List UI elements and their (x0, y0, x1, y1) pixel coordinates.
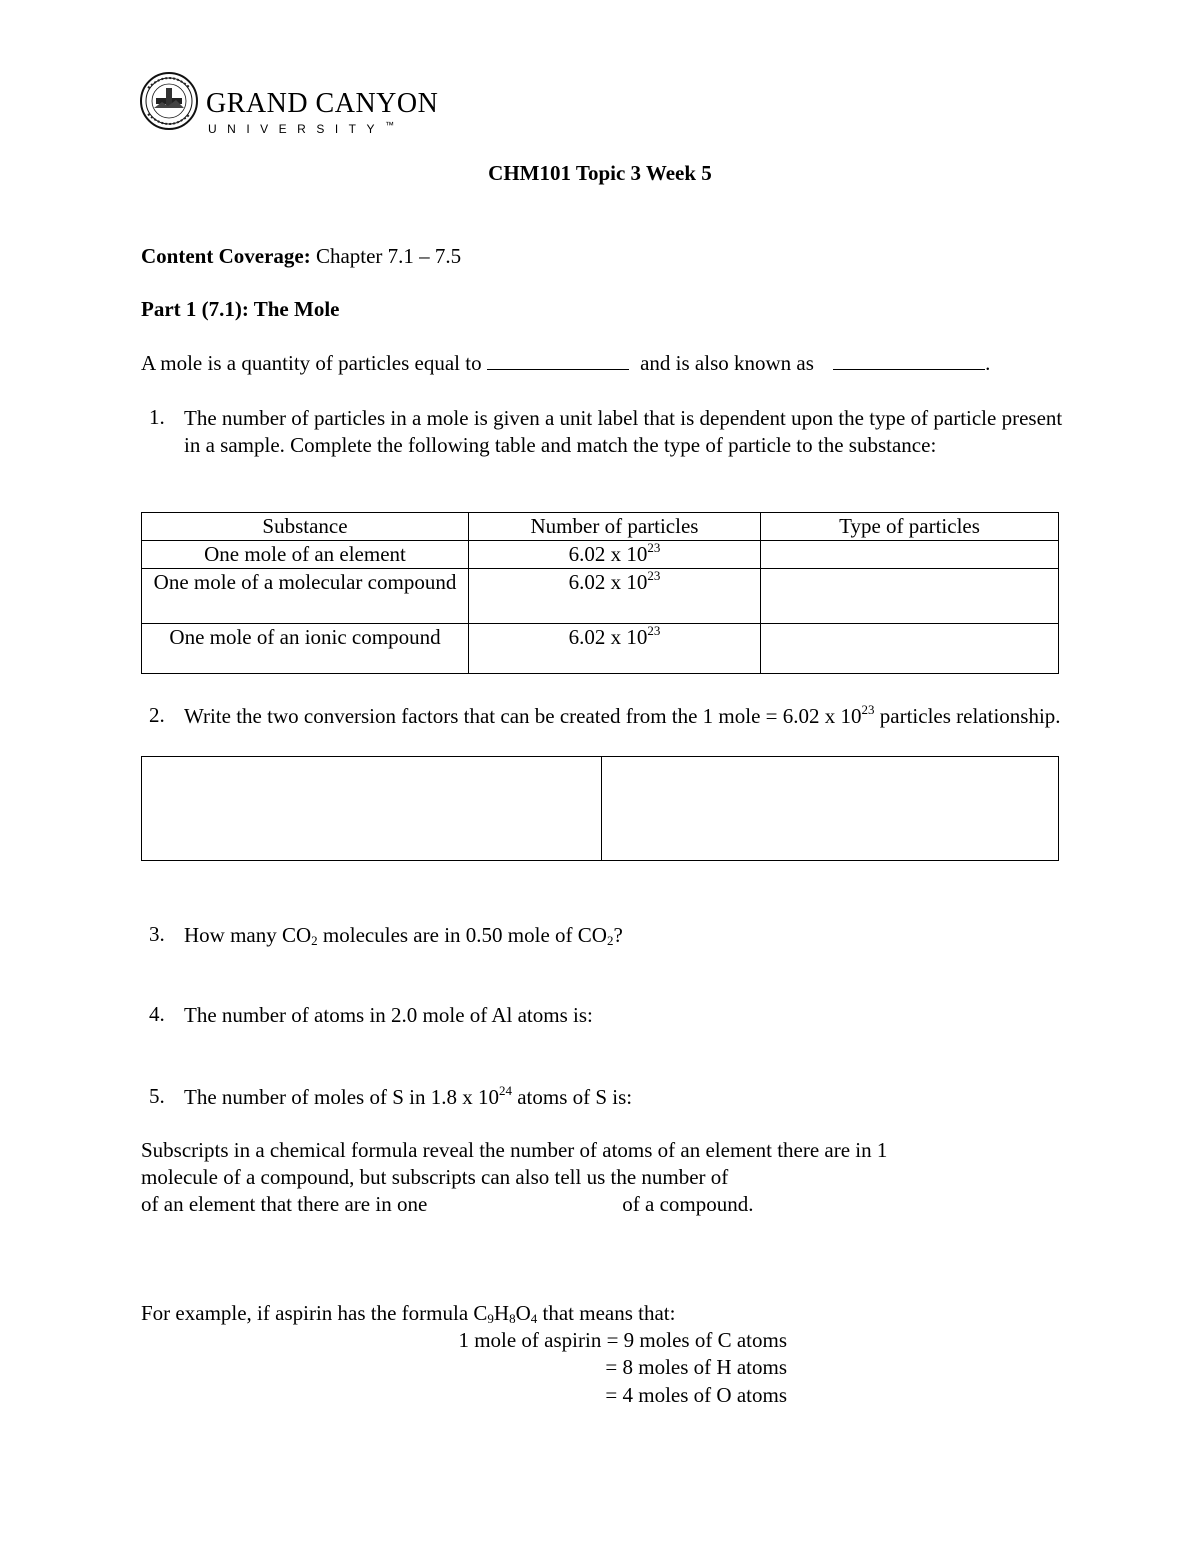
answer-cell[interactable] (761, 541, 1059, 569)
table-row (142, 569, 1059, 624)
answer-blank[interactable] (487, 351, 629, 370)
conversion-factors-table (141, 756, 1059, 861)
university-logo (140, 68, 439, 136)
aspirin-line-3: = 4 moles of O atoms (605, 1383, 787, 1407)
aspirin-line-1: 1 mole of aspirin = 9 moles of C atoms (458, 1328, 787, 1352)
table-cell: One mole of an element (142, 541, 469, 569)
table-cell: 6.02 x $10^{23}$ (469, 541, 761, 569)
subscripts-line-2: molecule of a compound, but subscripts can also tell us the number of (141, 1165, 729, 1189)
answer-blank[interactable] (833, 351, 985, 370)
particles-table (141, 512, 1059, 674)
subscripts-line-1: Subscripts in a chemical formula reveal the number of atoms of an element there are in 1 (141, 1138, 888, 1162)
table-header-cell: Substance (142, 513, 469, 541)
table-cell: 6.02 x $10^{23}$ (469, 569, 761, 624)
table-header-cell: Type of particles (761, 513, 1059, 541)
table-cell: 6.02 x $10^{23}$ (469, 624, 761, 674)
content-coverage: Content Coverage: Chapter 7.1 – 7.5 (141, 244, 462, 268)
answer-cell[interactable] (761, 569, 1059, 624)
brand-name: GRAND CANYON (206, 88, 439, 119)
table-row (142, 624, 1059, 674)
answer-cell[interactable] (142, 757, 602, 861)
brand-subtitle: UNIVERSITY™ (208, 120, 395, 136)
aspirin-example-intro: For example, if aspirin has the formula $C_9H_8O_4$ that means that: (141, 1301, 676, 1326)
table-cell: One mole of a molecular compound (142, 569, 469, 624)
university-seal-icon (140, 68, 200, 134)
part1-heading: Part 1 (7.1): The Mole (141, 297, 340, 321)
aspirin-line-2: = 8 moles of H atoms (605, 1355, 787, 1379)
answer-cell[interactable] (761, 624, 1059, 674)
answer-cell[interactable] (602, 757, 1059, 861)
table-header-cell: Number of particles (469, 513, 761, 541)
page-title: CHM101 Topic 3 Week 5 (488, 161, 712, 185)
table-cell: One mole of an ionic compound (142, 624, 469, 674)
subscripts-line-3: of an element that there are in one of a compound. (141, 1192, 754, 1216)
table-row (142, 541, 1059, 569)
mole-definition-sentence: A mole is a quantity of particles equal to and is also known as . (141, 351, 991, 375)
